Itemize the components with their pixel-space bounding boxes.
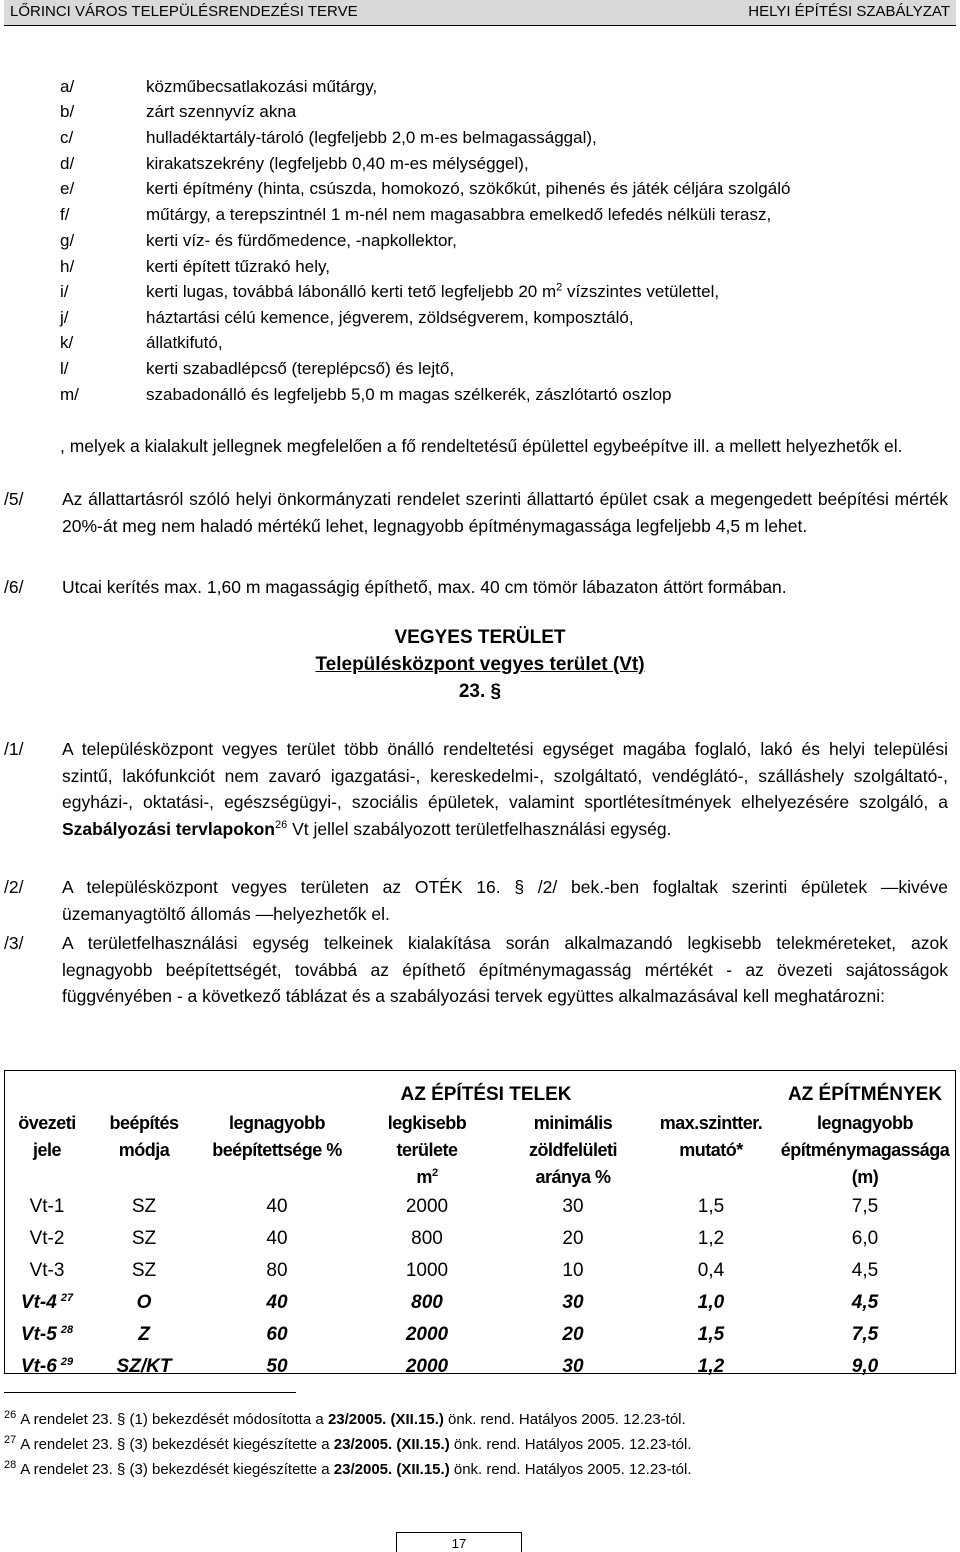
table-cell-mode: SZ: [131, 1228, 157, 1249]
footnote: $^{28}$ A rendelet 23. § (3) bekezdését kiegészítette a 23/2005. (XII.15.) önk. rend. Hatályos 2005. 12.23-tól.: [4, 1459, 692, 1478]
table-cell-ratio: 1,2: [697, 1356, 725, 1377]
table-cell-green: 20: [562, 1324, 584, 1345]
col-header-height: legnagyobb építménymagassága (m): [780, 1113, 950, 1187]
table-cell-ratio: 0,4: [697, 1260, 725, 1281]
table-row: [4, 1223, 956, 1255]
table-cell-zone: Vt-5 $^{28}$: [20, 1323, 74, 1345]
table-group-header-buildings: AZ ÉPÍTMÉNYEK: [787, 1084, 943, 1105]
table-cell-height: 6,0: [851, 1228, 879, 1249]
footnote-separator: [4, 1392, 296, 1393]
table-group-header-plot: AZ ÉPÍTÉSI TELEK: [400, 1084, 572, 1105]
para-number: /2/: [4, 877, 24, 897]
table-cell-area: 2000: [405, 1196, 449, 1217]
col-header-built: legnagyobb beépítettsége %: [212, 1113, 342, 1160]
table-row: [4, 1191, 956, 1223]
table-cell-ratio: 1,5: [697, 1324, 725, 1345]
page-header: [4, 0, 956, 26]
table-cell-mode: SZ: [131, 1260, 157, 1281]
paragraph-6: Utcai kerítés max. 1,60 m magasságig építhető, max. 40 cm tömör lábazaton áttört formában.: [62, 577, 787, 597]
para-number: /3/: [4, 933, 24, 953]
table-row: [4, 1319, 956, 1351]
para-number: /1/: [4, 739, 24, 759]
table-cell-mode: SZ/KT: [116, 1356, 172, 1377]
table-cell-mode: SZ: [131, 1196, 157, 1217]
table-cell-height: 4,5: [851, 1260, 879, 1281]
table-cell-ratio: 1,0: [697, 1292, 725, 1313]
footnote: $^{26}$ A rendelet 23. § (1) bekezdését módosította a 23/2005. (XII.15.) önk. rend. Hatályos 2005. 12.23-tól.: [4, 1409, 686, 1428]
table-cell-green: 30: [562, 1196, 584, 1217]
table-cell-zone: Vt-4 $^{27}$: [20, 1291, 74, 1313]
table-row: [4, 1351, 956, 1383]
table-cell-green: 20: [562, 1228, 584, 1249]
section-paragraph-3: A területfelhasználási egység telkeinek kialakítása során alkalmazandó legkisebb telekméreteket, azok legnagyobb beépítettségét, továbbá az építhető építménymagasság mértékét - az övezeti sajátosságok függvényében - a következő táblázat és a szabályozási tervek együttes alkalmazásával kell meghatározni:: [62, 933, 948, 1006]
table-cell-built: 80: [266, 1260, 288, 1281]
table-cell-area: 800: [411, 1292, 443, 1313]
section-subtitle: Településközpont vegyes terület (Vt): [315, 654, 645, 675]
col-header-green: minimális zöldfelületi aránya %: [529, 1113, 617, 1187]
table-cell-height: 7,5: [851, 1324, 879, 1345]
paragraph-5: Az állattartásról szóló helyi önkormányzati rendelet szerinti állattartó épület csak a megengedett beépítési mérték 20%-át meg nem haladó mértékű lehet, legnagyobb építménymagassága legfeljebb 4,5 m lehet.: [62, 489, 948, 536]
col-header-area: legkisebb területe $m^2$: [387, 1113, 467, 1187]
para-number: /5/: [4, 489, 24, 509]
table-cell-green: 30: [562, 1356, 584, 1377]
table-cell-ratio: 1,2: [697, 1228, 725, 1249]
page-number: 17: [396, 1532, 522, 1552]
table-cell-area: 2000: [405, 1324, 449, 1345]
header-right-title: HELYI ÉPÍTÉSI SZABÁLYZAT: [748, 3, 950, 20]
col-header-ratio: max.szintter. mutató*: [659, 1113, 763, 1160]
section-number: 23. §: [458, 681, 502, 702]
table-cell-built: 40: [266, 1196, 288, 1217]
table-row: [4, 1287, 956, 1319]
section-paragraph-2: A településközpont vegyes területen az OTÉK 16. § /2/ bek.-ben foglaltak szerinti épületek —kivéve üzemanyagtöltő állomás —helyezhetők el.: [62, 877, 948, 924]
table-cell-zone: Vt-3: [29, 1260, 65, 1281]
table-cell-height: 4,5: [851, 1292, 879, 1313]
table-cell-built: 60: [266, 1324, 288, 1345]
table-cell-zone: Vt-1: [29, 1196, 65, 1217]
list-tail-text: , melyek a kialakult jellegnek megfelelően a fő rendeltetésű épülettel egybeépítve ill. a mellett helyezhetők el.: [60, 436, 903, 456]
table-cell-zone: Vt-2: [29, 1228, 65, 1249]
col-header-zone: övezeti jele: [18, 1113, 76, 1160]
table-row: [4, 1255, 956, 1287]
section-title: [0, 624, 960, 705]
header-left-title: LŐRINCI VÁROS TELEPÜLÉSRENDEZÉSI TERVE: [10, 3, 358, 20]
section-paragraph-1: A településközpont vegyes terület több önálló rendeltetési egységet magába foglaló, lakó és helyi települési szintű, lakófunkciót nem zavaró igazgatási-, kereskedelmi-, szolgáltató, vendéglátó-, szálláshely szolgáltató-, egyházi-, oktatási-, egészségügyi-, szociális épületek, valamint sportlétesítmények elhelyezésére szolgáló, a Szabályozási tervlapokon$^{26}$ Vt jellel szabályozott területfelhasználási egység.: [62, 739, 948, 839]
footnote: $^{27}$ A rendelet 23. § (3) bekezdését kiegészítette a 23/2005. (XII.15.) önk. rend. Hatályos 2005. 12.23-tól.: [4, 1434, 692, 1453]
section-title-main: VEGYES TERÜLET: [394, 627, 566, 648]
table-cell-height: 7,5: [851, 1196, 879, 1217]
table-cell-built: 40: [266, 1292, 288, 1313]
table-cell-zone: Vt-6 $^{29}$: [20, 1355, 74, 1377]
table-cell-green: 10: [562, 1260, 584, 1281]
regulation-table: [4, 1070, 956, 1383]
table-cell-area: 2000: [405, 1356, 449, 1377]
table-cell-area: 1000: [405, 1260, 449, 1281]
table-cell-green: 30: [562, 1292, 584, 1313]
table-cell-ratio: 1,5: [697, 1196, 725, 1217]
table-cell-height: 9,0: [851, 1356, 879, 1377]
table-cell-built: 50: [266, 1356, 288, 1377]
table-cell-mode: Z: [138, 1324, 150, 1345]
table-cell-built: 40: [266, 1228, 288, 1249]
table-cell-area: 800: [411, 1228, 443, 1249]
table-cell-mode: O: [136, 1292, 152, 1313]
col-header-mode: beépítés módja: [109, 1113, 179, 1160]
para-number: /6/: [4, 577, 24, 597]
